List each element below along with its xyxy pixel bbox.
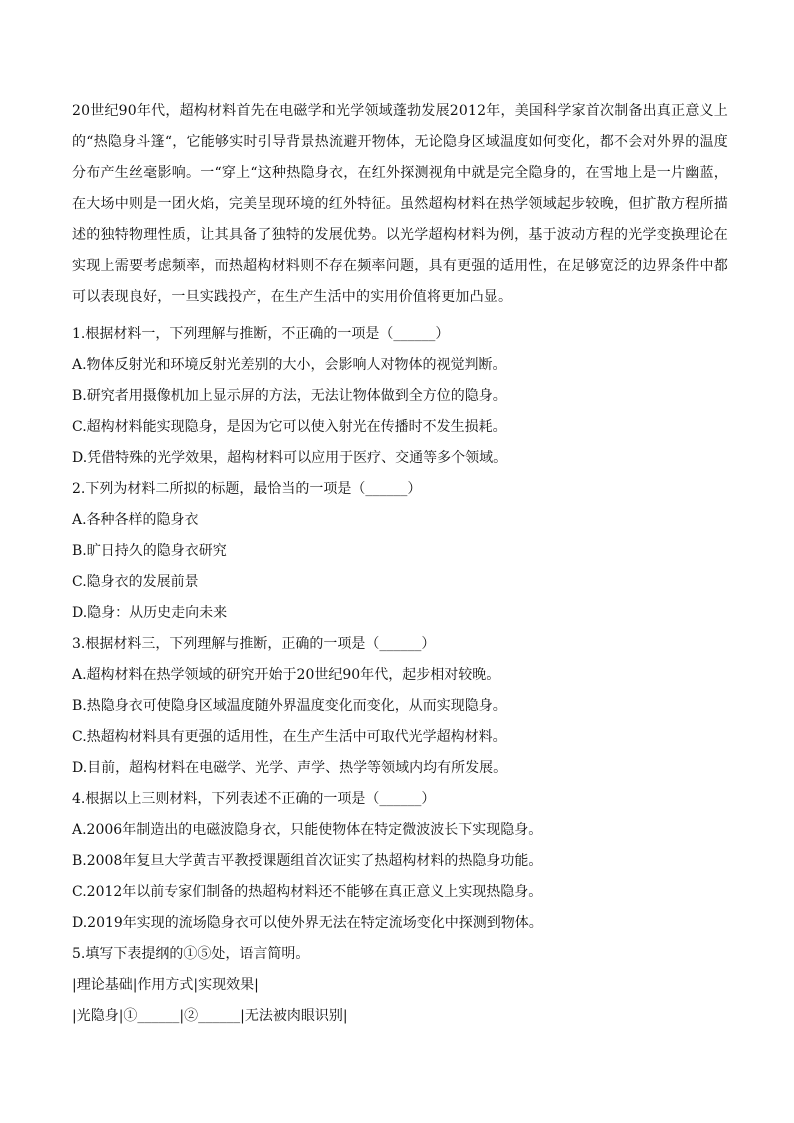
question-4-option-a: A.2006年制造出的电磁波隐身衣，只能使物体在特定微波波长下实现隐身。 [72, 822, 543, 838]
question-1-option-b: B.研究者用摄像机加上显示屏的方法，无法让物体做到全方位的隐身。 [72, 388, 507, 404]
outline-table-header-row: |理论基础|作用方式|实现效果| [72, 977, 259, 993]
question-3-option-c: C.热超构材料具有更强的适用性，在生产生活中可取代光学超构材料。 [72, 729, 507, 745]
question-3-option-b: B.热隐身衣可使隐身区域温度随外界温度变化而变化，从而实现隐身。 [72, 698, 507, 714]
document-content [72, 96, 728, 1032]
question-2-option-d: D.隐身：从历史走向未来 [72, 605, 228, 621]
question-4-option-b: B.2008年复旦大学黄吉平教授课题组首次证实了热超构材料的热隐身功能。 [72, 853, 543, 869]
question-2-option-b: B.旷日持久的隐身衣研究 [72, 543, 227, 559]
question-2-option-a: A.各种各样的隐身衣 [72, 512, 199, 528]
question-2-stem: 2.下列为材料二所拟的标题，最恰当的一项是（______） [72, 481, 422, 497]
question-3-stem: 3.根据材料三，下列理解与推断，正确的一项是（______） [72, 636, 436, 652]
question-5-stem: 5.填写下表提纲的①⑤处，语言简明。 [72, 946, 310, 962]
outline-table-row-1: |光隐身|①______|②______|无法被肉眼识别| [72, 1008, 348, 1024]
passage-paragraph: 20世纪90年代，超构材料首先在电磁学和光学领域蓬勃发展2012年，美国科学家首次制备出真正意义上的“热隐身斗篷“，它能够实时引导背景热流避开物体，无论隐身区域温度如何变化，都不会对外界的温度分布产生丝毫影响。一“穿上“这种热隐身衣，在红外探测视角中就是完全隐身的，在雪地上是一片幽蓝，在大场中则是一团火焰，完美呈现环境的红外特征。虽然超构材料在热学领域起步较晚，但扩散方程所描述的独特物理性质，让其具备了独特的发展优势。以光学超构材料为例，基于波动方程的光学变换理论在实现上需要考虑频率，而热超构材料则不存在频率问题，具有更强的适用性，在足够宽泛的边界条件中都可以表现良好，一旦实践投产，在生产生活中的实用价值将更加凸显。 [72, 103, 728, 305]
question-1-option-d: D.凭借特殊的光学效果，超构材料可以应用于医疗、交通等多个领域。 [72, 450, 508, 466]
question-4-option-c: C.2012年以前专家们制备的热超构材料还不能够在真正意义上实现热隐身。 [72, 884, 543, 900]
question-2-option-c: C.隐身衣的发展前景 [72, 574, 199, 590]
question-4-stem: 4.根据以上三则材料，下列表述不正确的一项是（______） [72, 791, 436, 807]
question-1-stem: 1.根据材料一，下列理解与推断，不正确的一项是（______） [72, 326, 450, 342]
question-3-option-a: A.超构材料在热学领域的研究开始于20世纪90年代，起步相对较晚。 [72, 667, 501, 683]
question-4-option-d: D.2019年实现的流场隐身衣可以使外界无法在特定流场变化中探测到物体。 [72, 915, 543, 931]
question-1-option-a: A.物体反射光和环境反射光差别的大小，会影响人对物体的视觉判断。 [72, 357, 507, 373]
question-1-option-c: C.超构材料能实现隐身，是因为它可以使入射光在传播时不发生损耗。 [72, 419, 507, 435]
question-3-option-d: D.目前，超构材料在电磁学、光学、声学、热学等领域内均有所发展。 [72, 760, 508, 776]
